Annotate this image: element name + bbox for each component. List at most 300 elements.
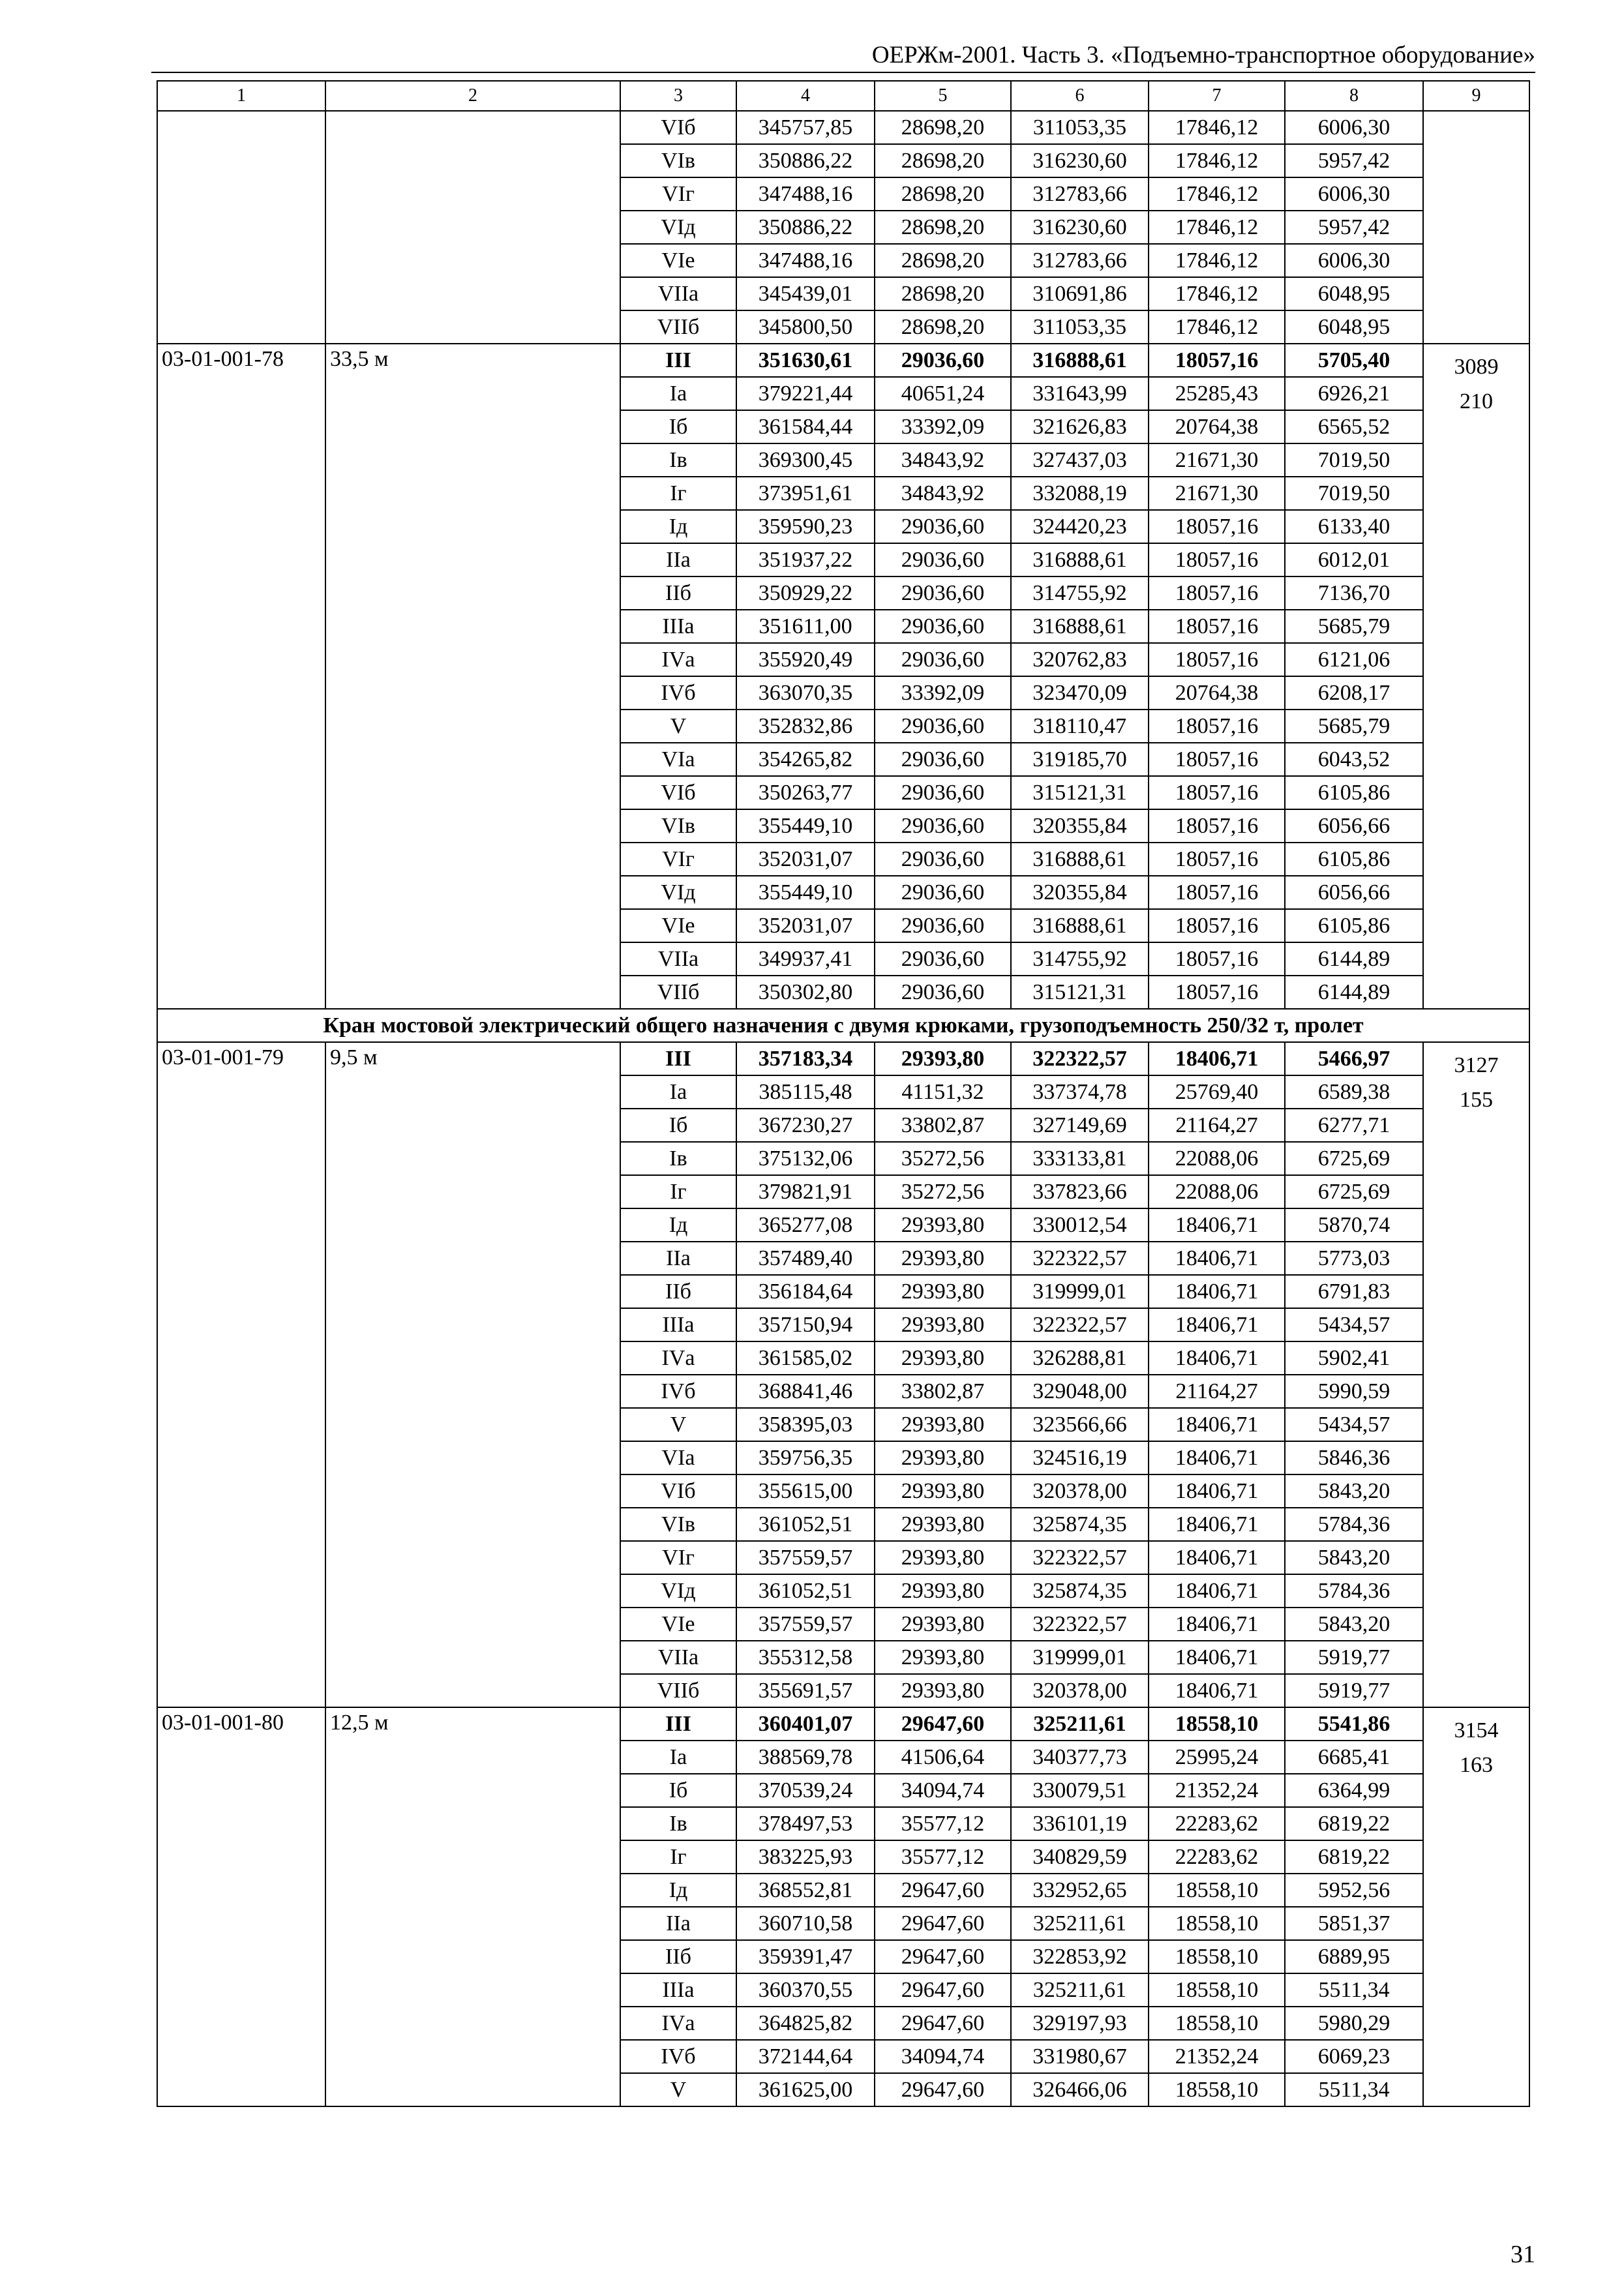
page-header: ОЕРЖм-2001. Часть 3. «Подъемно-транспортное оборудование» <box>871 42 1535 68</box>
cost-value: 29647,60 <box>875 2073 1011 2106</box>
cost-value: 360710,58 <box>736 1907 875 1940</box>
zone-code: IIб <box>620 1275 736 1308</box>
cost-value: 361584,44 <box>736 410 875 443</box>
cost-value: 5952,56 <box>1285 1874 1423 1907</box>
cost-value: 5685,79 <box>1285 610 1423 643</box>
cost-value: 347488,16 <box>736 244 875 277</box>
cost-value: 18406,71 <box>1149 1541 1285 1574</box>
cost-value: 29647,60 <box>875 1874 1011 1907</box>
cost-value: 323566,66 <box>1011 1408 1149 1441</box>
cost-value: 40651,24 <box>875 377 1011 410</box>
cost-value: 29036,60 <box>875 876 1011 909</box>
cost-value: 361625,00 <box>736 2073 875 2106</box>
cost-value: 373951,61 <box>736 477 875 510</box>
cost-value: 18057,16 <box>1149 843 1285 876</box>
section-row <box>157 1009 1529 1042</box>
zone-code: VIа <box>620 1441 736 1474</box>
cost-value: 33392,09 <box>875 676 1011 710</box>
cost-value: 352832,86 <box>736 710 875 743</box>
table-row <box>157 344 1529 377</box>
cost-value: 327149,69 <box>1011 1109 1149 1142</box>
cost-value: 358395,03 <box>736 1408 875 1441</box>
cost-value: 329048,00 <box>1011 1375 1149 1408</box>
cost-value: 29393,80 <box>875 1441 1011 1474</box>
cost-value: 336101,19 <box>1011 1807 1149 1840</box>
cost-value: 357559,57 <box>736 1608 875 1641</box>
cost-value: 5870,74 <box>1285 1208 1423 1242</box>
cost-value: 18057,16 <box>1149 643 1285 676</box>
cost-value: 6926,21 <box>1285 377 1423 410</box>
cost-value: 29036,60 <box>875 909 1011 942</box>
column-number: 5 <box>875 81 1011 111</box>
cost-value: 6819,22 <box>1285 1807 1423 1840</box>
cost-value: 29036,60 <box>875 743 1011 776</box>
cost-value: 29647,60 <box>875 1973 1011 2007</box>
span-value: 33,5 м <box>325 344 620 1009</box>
zone-code: VIIб <box>620 1674 736 1707</box>
cost-value: 360370,55 <box>736 1973 875 2007</box>
cost-value: 316888,61 <box>1011 344 1149 377</box>
cost-value: 18406,71 <box>1149 1674 1285 1707</box>
cost-value: 357559,57 <box>736 1541 875 1574</box>
cost-value: 322322,57 <box>1011 1541 1149 1574</box>
zone-code: VIIб <box>620 976 736 1009</box>
cost-value: 28698,20 <box>875 177 1011 211</box>
cost-value: 29036,60 <box>875 809 1011 843</box>
cost-value: 25995,24 <box>1149 1741 1285 1774</box>
cost-value: 359391,47 <box>736 1940 875 1973</box>
cost-value: 18406,71 <box>1149 1574 1285 1608</box>
cost-value: 6889,95 <box>1285 1940 1423 1973</box>
zone-code: VIIа <box>620 1641 736 1674</box>
cost-value: 7019,50 <box>1285 443 1423 477</box>
cost-value: 361052,51 <box>736 1574 875 1608</box>
total-value <box>1423 1707 1529 2106</box>
cost-value: 21352,24 <box>1149 1774 1285 1807</box>
cost-value: 330079,51 <box>1011 1774 1149 1807</box>
cost-value: 21352,24 <box>1149 2040 1285 2073</box>
column-9-value: 3154 <box>1454 1718 1499 1743</box>
cost-value: 21164,27 <box>1149 1375 1285 1408</box>
cost-value: 29036,60 <box>875 643 1011 676</box>
cost-value: 325874,35 <box>1011 1508 1149 1541</box>
cost-value: 29393,80 <box>875 1275 1011 1308</box>
cost-value: 310691,86 <box>1011 277 1149 310</box>
cost-value: 17846,12 <box>1149 211 1285 244</box>
cost-value: 18057,16 <box>1149 976 1285 1009</box>
cost-value: 345439,01 <box>736 277 875 310</box>
zone-code: Iа <box>620 1741 736 1774</box>
cost-value: 18558,10 <box>1149 1940 1285 1973</box>
cost-value: 359756,35 <box>736 1441 875 1474</box>
cost-value: 34843,92 <box>875 477 1011 510</box>
total-value <box>1423 344 1529 1009</box>
cost-value: 17846,12 <box>1149 310 1285 344</box>
zone-code: III <box>620 1707 736 1741</box>
cost-value: 351937,22 <box>736 543 875 576</box>
cost-value: 34843,92 <box>875 443 1011 477</box>
cost-value: 29393,80 <box>875 1608 1011 1641</box>
cost-value: 28698,20 <box>875 277 1011 310</box>
cost-value: 350929,22 <box>736 576 875 610</box>
zone-code: IVа <box>620 2007 736 2040</box>
resource-code <box>157 111 325 344</box>
cost-value: 5843,20 <box>1285 1541 1423 1574</box>
cost-value: 349937,41 <box>736 942 875 976</box>
zone-code: VIг <box>620 843 736 876</box>
zone-code: VIв <box>620 809 736 843</box>
cost-value: 6589,38 <box>1285 1075 1423 1109</box>
column-number: 3 <box>620 81 736 111</box>
cost-value: 5851,37 <box>1285 1907 1423 1940</box>
cost-value: 325211,61 <box>1011 1907 1149 1940</box>
page-number: 31 <box>1511 2241 1535 2268</box>
cost-value: 5990,59 <box>1285 1375 1423 1408</box>
cost-value: 324420,23 <box>1011 510 1149 543</box>
cost-value: 34094,74 <box>875 1774 1011 1807</box>
zone-code: VIд <box>620 876 736 909</box>
cost-value: 5919,77 <box>1285 1674 1423 1707</box>
cost-value: 18558,10 <box>1149 2007 1285 2040</box>
header-rule <box>151 72 1535 73</box>
cost-value: 357183,34 <box>736 1042 875 1075</box>
zone-code: IIа <box>620 1907 736 1940</box>
cost-value: 5784,36 <box>1285 1508 1423 1541</box>
zone-code: IIIа <box>620 1973 736 2007</box>
cost-value: 29393,80 <box>875 1042 1011 1075</box>
cost-value: 25769,40 <box>1149 1075 1285 1109</box>
column-9-value: 3089 <box>1454 355 1499 379</box>
cost-value: 5846,36 <box>1285 1441 1423 1474</box>
zone-code: IIа <box>620 543 736 576</box>
cost-value: 18057,16 <box>1149 809 1285 843</box>
cost-value: 323470,09 <box>1011 676 1149 710</box>
cost-value: 5511,34 <box>1285 2073 1423 2106</box>
cost-value: 351611,00 <box>736 610 875 643</box>
cost-value: 321626,83 <box>1011 410 1149 443</box>
cost-value: 6725,69 <box>1285 1175 1423 1208</box>
zone-code: VIг <box>620 177 736 211</box>
cost-value: 18406,71 <box>1149 1042 1285 1075</box>
cost-value: 340377,73 <box>1011 1741 1149 1774</box>
cost-value: 5773,03 <box>1285 1242 1423 1275</box>
cost-value: 6144,89 <box>1285 942 1423 976</box>
zone-code: IIб <box>620 576 736 610</box>
cost-value: 340829,59 <box>1011 1840 1149 1874</box>
cost-value: 29393,80 <box>875 1341 1011 1375</box>
resource-code: 03-01-001-79 <box>157 1042 325 1707</box>
cost-value: 29036,60 <box>875 843 1011 876</box>
zone-code: Iв <box>620 1142 736 1175</box>
cost-value: 29647,60 <box>875 1907 1011 1940</box>
zone-code: Iб <box>620 410 736 443</box>
cost-value: 350302,80 <box>736 976 875 1009</box>
cost-value: 320378,00 <box>1011 1474 1149 1508</box>
cost-value: 35577,12 <box>875 1807 1011 1840</box>
cost-value: 35272,56 <box>875 1142 1011 1175</box>
cost-value: 5466,97 <box>1285 1042 1423 1075</box>
cost-value: 6012,01 <box>1285 543 1423 576</box>
cost-value: 332088,19 <box>1011 477 1149 510</box>
cost-value: 5957,42 <box>1285 144 1423 177</box>
zone-code: Iд <box>620 1874 736 1907</box>
cost-value: 29036,60 <box>875 942 1011 976</box>
cost-value: 6056,66 <box>1285 809 1423 843</box>
cost-value: 325874,35 <box>1011 1574 1149 1608</box>
cost-value: 325211,61 <box>1011 1707 1149 1741</box>
cost-value: 6069,23 <box>1285 2040 1423 2073</box>
cost-value: 18057,16 <box>1149 344 1285 377</box>
cost-value: 18406,71 <box>1149 1208 1285 1242</box>
cost-value: 5541,86 <box>1285 1707 1423 1741</box>
zone-code: IVб <box>620 676 736 710</box>
cost-value: 18558,10 <box>1149 2073 1285 2106</box>
resource-code: 03-01-001-80 <box>157 1707 325 2106</box>
cost-value: 17846,12 <box>1149 177 1285 211</box>
zone-code: Iб <box>620 1774 736 1807</box>
column-number: 1 <box>157 81 325 111</box>
cost-value: 357150,94 <box>736 1308 875 1341</box>
cost-value: 345800,50 <box>736 310 875 344</box>
zone-code: VIд <box>620 211 736 244</box>
zone-code: V <box>620 2073 736 2106</box>
cost-value: 379821,91 <box>736 1175 875 1208</box>
cost-value: 6144,89 <box>1285 976 1423 1009</box>
cost-value: 28698,20 <box>875 111 1011 144</box>
zone-code: IVа <box>620 1341 736 1375</box>
span-value <box>325 111 620 344</box>
cost-value: 29393,80 <box>875 1674 1011 1707</box>
cost-value: 360401,07 <box>736 1707 875 1741</box>
cost-value: 5902,41 <box>1285 1341 1423 1375</box>
price-table <box>157 80 1530 2107</box>
cost-value: 18406,71 <box>1149 1408 1285 1441</box>
cost-value: 316888,61 <box>1011 909 1149 942</box>
cost-value: 29393,80 <box>875 1308 1011 1341</box>
zone-code: Iг <box>620 1175 736 1208</box>
cost-value: 18057,16 <box>1149 909 1285 942</box>
cost-value: 18057,16 <box>1149 942 1285 976</box>
cost-value: 6006,30 <box>1285 177 1423 211</box>
cost-value: 18406,71 <box>1149 1641 1285 1674</box>
column-9-value: 3127 <box>1454 1053 1499 1077</box>
cost-value: 18406,71 <box>1149 1308 1285 1341</box>
span-value: 12,5 м <box>325 1707 620 2106</box>
zone-code: VIе <box>620 909 736 942</box>
total-value <box>1423 111 1529 344</box>
table-row <box>157 111 1529 144</box>
cost-value: 18057,16 <box>1149 510 1285 543</box>
cost-value: 6105,86 <box>1285 776 1423 809</box>
cost-value: 312783,66 <box>1011 177 1149 211</box>
zone-code: VIе <box>620 244 736 277</box>
cost-value: 355691,57 <box>736 1674 875 1707</box>
cost-value: 28698,20 <box>875 144 1011 177</box>
cost-value: 7136,70 <box>1285 576 1423 610</box>
cost-value: 29036,60 <box>875 344 1011 377</box>
cost-value: 379221,44 <box>736 377 875 410</box>
cost-value: 355920,49 <box>736 643 875 676</box>
cost-value: 316888,61 <box>1011 843 1149 876</box>
cost-value: 29036,60 <box>875 776 1011 809</box>
zone-code: VIв <box>620 1508 736 1541</box>
cost-value: 367230,27 <box>736 1109 875 1142</box>
cost-value: 18406,71 <box>1149 1242 1285 1275</box>
cost-value: 316888,61 <box>1011 610 1149 643</box>
column-number: 4 <box>736 81 875 111</box>
cost-value: 29393,80 <box>875 1508 1011 1541</box>
zone-code: VIг <box>620 1541 736 1574</box>
cost-value: 314755,92 <box>1011 942 1149 976</box>
cost-value: 29393,80 <box>875 1474 1011 1508</box>
cost-value: 385115,48 <box>736 1075 875 1109</box>
zone-code: VIа <box>620 743 736 776</box>
zone-code: VIд <box>620 1574 736 1608</box>
cost-value: 331643,99 <box>1011 377 1149 410</box>
cost-value: 383225,93 <box>736 1840 875 1874</box>
cost-value: 6685,41 <box>1285 1741 1423 1774</box>
zone-code: IVа <box>620 643 736 676</box>
cost-value: 6133,40 <box>1285 510 1423 543</box>
cost-value: 356184,64 <box>736 1275 875 1308</box>
cost-value: 355449,10 <box>736 876 875 909</box>
cost-value: 351630,61 <box>736 344 875 377</box>
column-number: 2 <box>325 81 620 111</box>
span-value: 9,5 м <box>325 1042 620 1707</box>
cost-value: 388569,78 <box>736 1741 875 1774</box>
zone-code: Iб <box>620 1109 736 1142</box>
cost-value: 370539,24 <box>736 1774 875 1807</box>
zone-code: Iд <box>620 1208 736 1242</box>
cost-value: 319185,70 <box>1011 743 1149 776</box>
zone-code: VIIа <box>620 277 736 310</box>
cost-value: 21164,27 <box>1149 1109 1285 1142</box>
cost-value: 322322,57 <box>1011 1042 1149 1075</box>
cost-value: 22088,06 <box>1149 1175 1285 1208</box>
cost-value: 5511,34 <box>1285 1973 1423 2007</box>
cost-value: 17846,12 <box>1149 277 1285 310</box>
cost-value: 18406,71 <box>1149 1275 1285 1308</box>
cost-value: 17846,12 <box>1149 111 1285 144</box>
cost-value: 324516,19 <box>1011 1441 1149 1474</box>
cost-value: 29647,60 <box>875 1707 1011 1741</box>
cost-value: 320355,84 <box>1011 876 1149 909</box>
cost-value: 318110,47 <box>1011 710 1149 743</box>
cost-value: 28698,20 <box>875 211 1011 244</box>
cost-value: 311053,35 <box>1011 111 1149 144</box>
cost-value: 6277,71 <box>1285 1109 1423 1142</box>
cost-value: 345757,85 <box>736 111 875 144</box>
cost-value: 322322,57 <box>1011 1608 1149 1641</box>
column-number-row <box>157 81 1529 111</box>
cost-value: 359590,23 <box>736 510 875 543</box>
cost-value: 29393,80 <box>875 1574 1011 1608</box>
cost-value: 18057,16 <box>1149 576 1285 610</box>
cost-value: 18406,71 <box>1149 1441 1285 1474</box>
cost-value: 33802,87 <box>875 1109 1011 1142</box>
table-row <box>157 1042 1529 1075</box>
zone-code: Iв <box>620 1807 736 1840</box>
cost-value: 6208,17 <box>1285 676 1423 710</box>
cost-value: 361052,51 <box>736 1508 875 1541</box>
cost-value: 29393,80 <box>875 1408 1011 1441</box>
cost-value: 6364,99 <box>1285 1774 1423 1807</box>
cost-value: 29393,80 <box>875 1541 1011 1574</box>
zone-code: VIв <box>620 144 736 177</box>
cost-value: 22088,06 <box>1149 1142 1285 1175</box>
section-title: Кран мостовой электрический общего назначения с двумя крюками, грузоподъемность 250/32 т, пролет <box>157 1009 1529 1042</box>
zone-code: VIIа <box>620 942 736 976</box>
cost-value: 34094,74 <box>875 2040 1011 2073</box>
cost-value: 365277,08 <box>736 1208 875 1242</box>
cost-value: 325211,61 <box>1011 1973 1149 2007</box>
cost-value: 6006,30 <box>1285 111 1423 144</box>
cost-value: 369300,45 <box>736 443 875 477</box>
cost-value: 326288,81 <box>1011 1341 1149 1375</box>
zone-code: VIб <box>620 1474 736 1508</box>
cost-value: 337374,78 <box>1011 1075 1149 1109</box>
cost-value: 6725,69 <box>1285 1142 1423 1175</box>
cost-value: 28698,20 <box>875 244 1011 277</box>
column-9-value: 155 <box>1460 1088 1493 1112</box>
cost-value: 18057,16 <box>1149 876 1285 909</box>
cost-value: 41151,32 <box>875 1075 1011 1109</box>
zone-code: V <box>620 710 736 743</box>
cost-value: 355449,10 <box>736 809 875 843</box>
cost-value: 6105,86 <box>1285 843 1423 876</box>
cost-value: 347488,16 <box>736 177 875 211</box>
cost-value: 331980,67 <box>1011 2040 1149 2073</box>
cost-value: 320378,00 <box>1011 1674 1149 1707</box>
total-value <box>1423 1042 1529 1707</box>
cost-value: 17846,12 <box>1149 244 1285 277</box>
cost-value: 6565,52 <box>1285 410 1423 443</box>
zone-code: Iа <box>620 377 736 410</box>
cost-value: 315121,31 <box>1011 976 1149 1009</box>
zone-code: IIа <box>620 1242 736 1275</box>
cost-value: 322322,57 <box>1011 1308 1149 1341</box>
cost-value: 312783,66 <box>1011 244 1149 277</box>
cost-value: 319999,01 <box>1011 1275 1149 1308</box>
cost-value: 29393,80 <box>875 1242 1011 1275</box>
cost-value: 5843,20 <box>1285 1608 1423 1641</box>
cost-value: 29647,60 <box>875 1940 1011 1973</box>
zone-code: III <box>620 1042 736 1075</box>
cost-value: 6043,52 <box>1285 743 1423 776</box>
cost-value: 18057,16 <box>1149 776 1285 809</box>
zone-code: IIIа <box>620 610 736 643</box>
cost-value: 6791,83 <box>1285 1275 1423 1308</box>
cost-value: 18558,10 <box>1149 1707 1285 1741</box>
cost-value: 22283,62 <box>1149 1840 1285 1874</box>
cost-value: 29393,80 <box>875 1641 1011 1674</box>
cost-value: 319999,01 <box>1011 1641 1149 1674</box>
column-9-value: 210 <box>1460 389 1493 413</box>
cost-value: 6819,22 <box>1285 1840 1423 1874</box>
cost-value: 33392,09 <box>875 410 1011 443</box>
cost-value: 330012,54 <box>1011 1208 1149 1242</box>
cost-value: 5843,20 <box>1285 1474 1423 1508</box>
zone-code: IIб <box>620 1940 736 1973</box>
zone-code: Iг <box>620 477 736 510</box>
cost-value: 316230,60 <box>1011 211 1149 244</box>
cost-value: 20764,38 <box>1149 676 1285 710</box>
cost-value: 29393,80 <box>875 1208 1011 1242</box>
cost-value: 18406,71 <box>1149 1508 1285 1541</box>
cost-value: 357489,40 <box>736 1242 875 1275</box>
cost-value: 7019,50 <box>1285 477 1423 510</box>
cost-value: 35272,56 <box>875 1175 1011 1208</box>
